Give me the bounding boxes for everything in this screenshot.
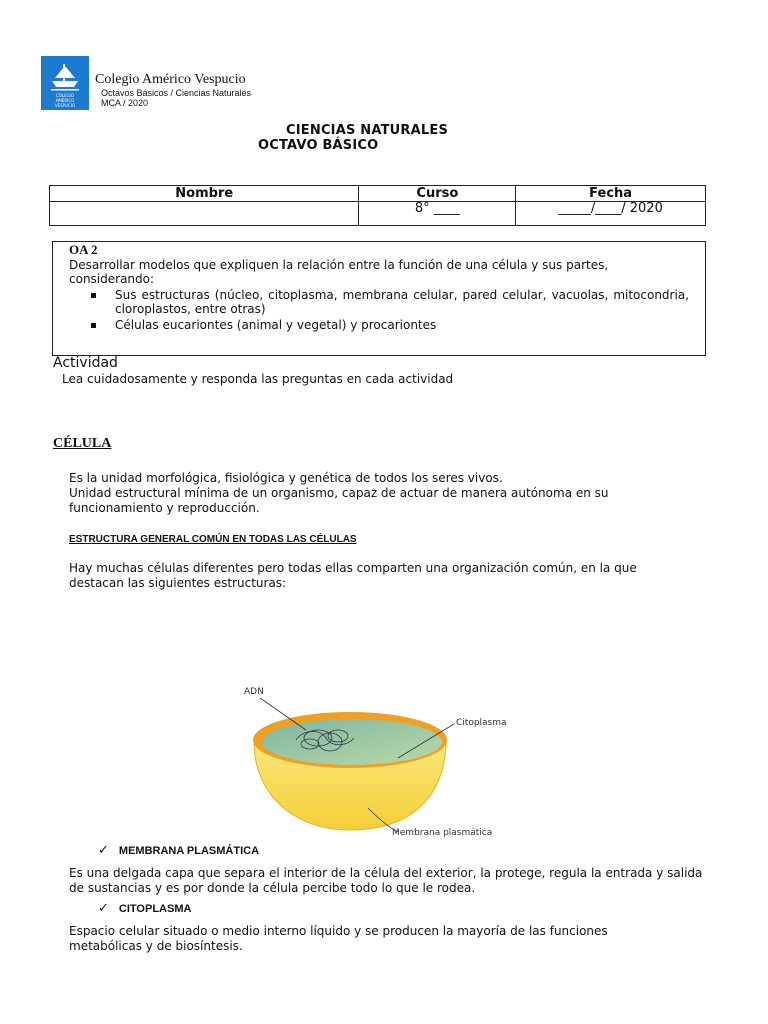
label-adn: ADN [244, 687, 264, 697]
school-subtitle: Octavos Básicos / Ciencias Naturales [101, 88, 252, 98]
svg-text:VESPUCIO: VESPUCIO [54, 103, 76, 108]
school-logo [41, 56, 89, 110]
nombre-field[interactable] [50, 202, 359, 226]
school-year: MCA / 2020 [101, 98, 149, 108]
citoplasma-heading-row [98, 897, 191, 916]
label-citoplasma: Citoplasma [456, 718, 507, 728]
structure-intro: Hay muchas células diferentes pero todas ellas comparten una organización común, en la que destacan las siguientes estructuras: [69, 561, 637, 590]
activity-title: Actividad [53, 355, 118, 371]
cell-cytoplasm [262, 719, 442, 765]
objective-text [69, 258, 689, 332]
activity-instruction: Lea cuidadosamente y responda las preguntas en cada actividad [62, 372, 454, 386]
objective-bullet-2: Células eucariontes (animal y vegetal) y procariontes [69, 318, 689, 332]
structure-heading: ESTRUCTURA GENERAL COMÚN EN TODAS LAS CÉLULAS [69, 534, 357, 545]
check-icon: ✓ [98, 843, 109, 858]
membrana-text: Es una delgada capa que separa el interior de la célula del exterior, la protege, regula la entrada y salida de sustancias y es por donde la célula percibe todo lo que le rodea. [69, 866, 703, 895]
page-title: CIENCIAS NATURALES [286, 123, 449, 138]
membrana-heading-row [98, 839, 259, 858]
svg-text:COLEGIO: COLEGIO [55, 93, 75, 98]
label-membrana: Membrana plasmática [392, 828, 493, 838]
bullet-square-icon [91, 323, 96, 328]
school-name: Colegio Américo Vespucio [95, 72, 246, 87]
fecha-field[interactable]: _____/____/ 2020 [516, 202, 706, 226]
page-subtitle: OCTAVO BÁSICO [258, 138, 379, 153]
objective-bullet-1: Sus estructuras (núcleo, citoplasma, membrana celular, pared celular, vacuolas, mitocondria, cloroplastos, entre otras) [69, 288, 689, 316]
cell-definition-2: Unidad estructural mínima de un organismo, capaz de actuar de manera autónoma en su funcionamiento y reproducción. [69, 486, 609, 515]
check-icon: ✓ [98, 901, 109, 916]
objective-title: OA 2 [69, 242, 98, 257]
cell-diagram [230, 680, 540, 840]
header-nombre: Nombre [50, 186, 359, 202]
curso-field[interactable]: 8° ____ [359, 202, 516, 226]
citoplasma-text: Espacio celular situado o medio interno líquido y se producen la mayoría de las funciones metabólicas y de biosíntesis. [69, 924, 608, 953]
section-heading-celula: CÉLULA [53, 436, 112, 451]
citoplasma-heading: CITOPLASMA [118, 903, 192, 915]
membrana-heading: MEMBRANA PLASMÁTICA [118, 845, 260, 857]
bullet-square-icon [91, 293, 96, 298]
header-fecha: Fecha [516, 186, 706, 202]
cell-definition-1: Es la unidad morfológica, fisiológica y genética de todos los seres vivos. [69, 471, 503, 485]
header-curso: Curso [359, 186, 516, 202]
svg-text:AMÉRICO: AMÉRICO [55, 98, 75, 103]
objective-description: Desarrollar modelos que expliquen la relación entre la función de una célula y sus partes, considerando: [69, 258, 609, 286]
student-info-table [49, 185, 706, 226]
